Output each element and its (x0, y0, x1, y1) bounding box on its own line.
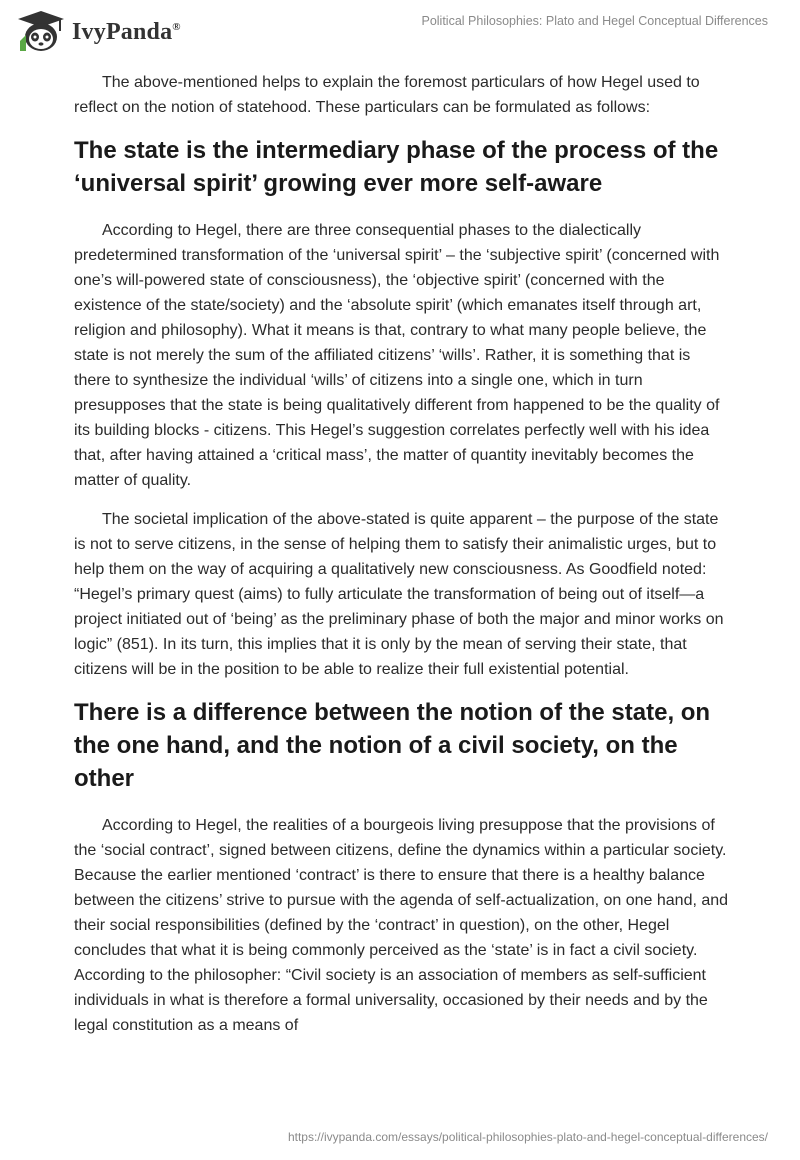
panda-logo-icon (14, 9, 68, 55)
ivypanda-logo[interactable] (14, 8, 181, 56)
paragraph-intro: The above-mentioned helps to explain the foremost particulars of how Hegel used to reflect on the notion of statehood. These particulars can be formulated as follows: (74, 74, 700, 116)
document-title: Political Philosophies: Plato and Hegel Conceptual Differences (421, 14, 768, 28)
heading-state-vs-civil-society: There is a difference between the notion of the state, on the one hand, and the notion of a civil society, on the other (74, 699, 711, 792)
paragraph-bourgeois-living: According to Hegel, the realities of a bourgeois living presuppose that the provisions of the ‘social contract’, signed between citizens, define the dynamics within a particular society. Because the earlier mentioned ‘contract’ is there to ensure that there is a healthy balance between the citizens’ strive to pursue with the agenda of self-actualization, on one hand, and their social responsibilities (defined by the ‘contract’ in question), on the other, Hegel concludes that what it is being commonly perceived as the ‘state’ is in fact a civil society. According to the philosopher: “Civil society is an association of members as self-sufficient individuals in what is therefore a formal universality, occasioned by their needs and by the legal constitution as a means of (74, 817, 729, 1034)
article-body (74, 70, 730, 1052)
heading-universal-spirit: The state is the intermediary phase of the process of the ‘universal spirit’ growing ever more self-aware (74, 137, 719, 197)
logo-text: IvyPanda® (72, 18, 181, 45)
source-url[interactable]: https://ivypanda.com/essays/political-philosophies-plato-and-hegel-conceptual-differences/ (287, 1130, 768, 1144)
paragraph-three-phases: According to Hegel, there are three consequential phases to the dialectically predetermined transformation of the ‘universal spirit’ – the ‘subjective spirit’ (concerned with one’s will-powered state of consciousness), the ‘objective spirit’ (concerned with the existence of the state/society) and the ‘absolute spirit’ (which emanates itself through art, religion and philosophy). What it means is that, contrary to what many people believe, the state is not merely the sum of the affiliated citizens’ ‘wills’. Rather, it is something that is there to synthesize the individual ‘wills’ of citizens into a single one, which in turn presupposes that the state is being qualitatively different from happened to be the quality of its building blocks - citizens. This Hegel’s suggestion correlates perfectly well with his idea that, after having attained a ‘critical mass’, the matter of quantity inevitably becomes the matter of quality. (74, 222, 720, 489)
registered-mark: ® (172, 20, 181, 33)
paragraph-societal-implication: The societal implication of the above-stated is quite apparent – the purpose of the state is not to serve citizens, in the sense of helping them to satisfy their animalistic urges, but to help them on the way of acquiring a qualitatively new consciousness. As Goodfield noted: “Hegel’s primary quest (aims) to fully articulate the transformation of being out of itself—a project initiated out of ‘being’ as the preliminary phase of both the major and minor works on logic” (851). In its turn, this implies that it is only by the mean of serving their state, that citizens will be in the position to be able to realize their full existential potential. (74, 511, 724, 678)
